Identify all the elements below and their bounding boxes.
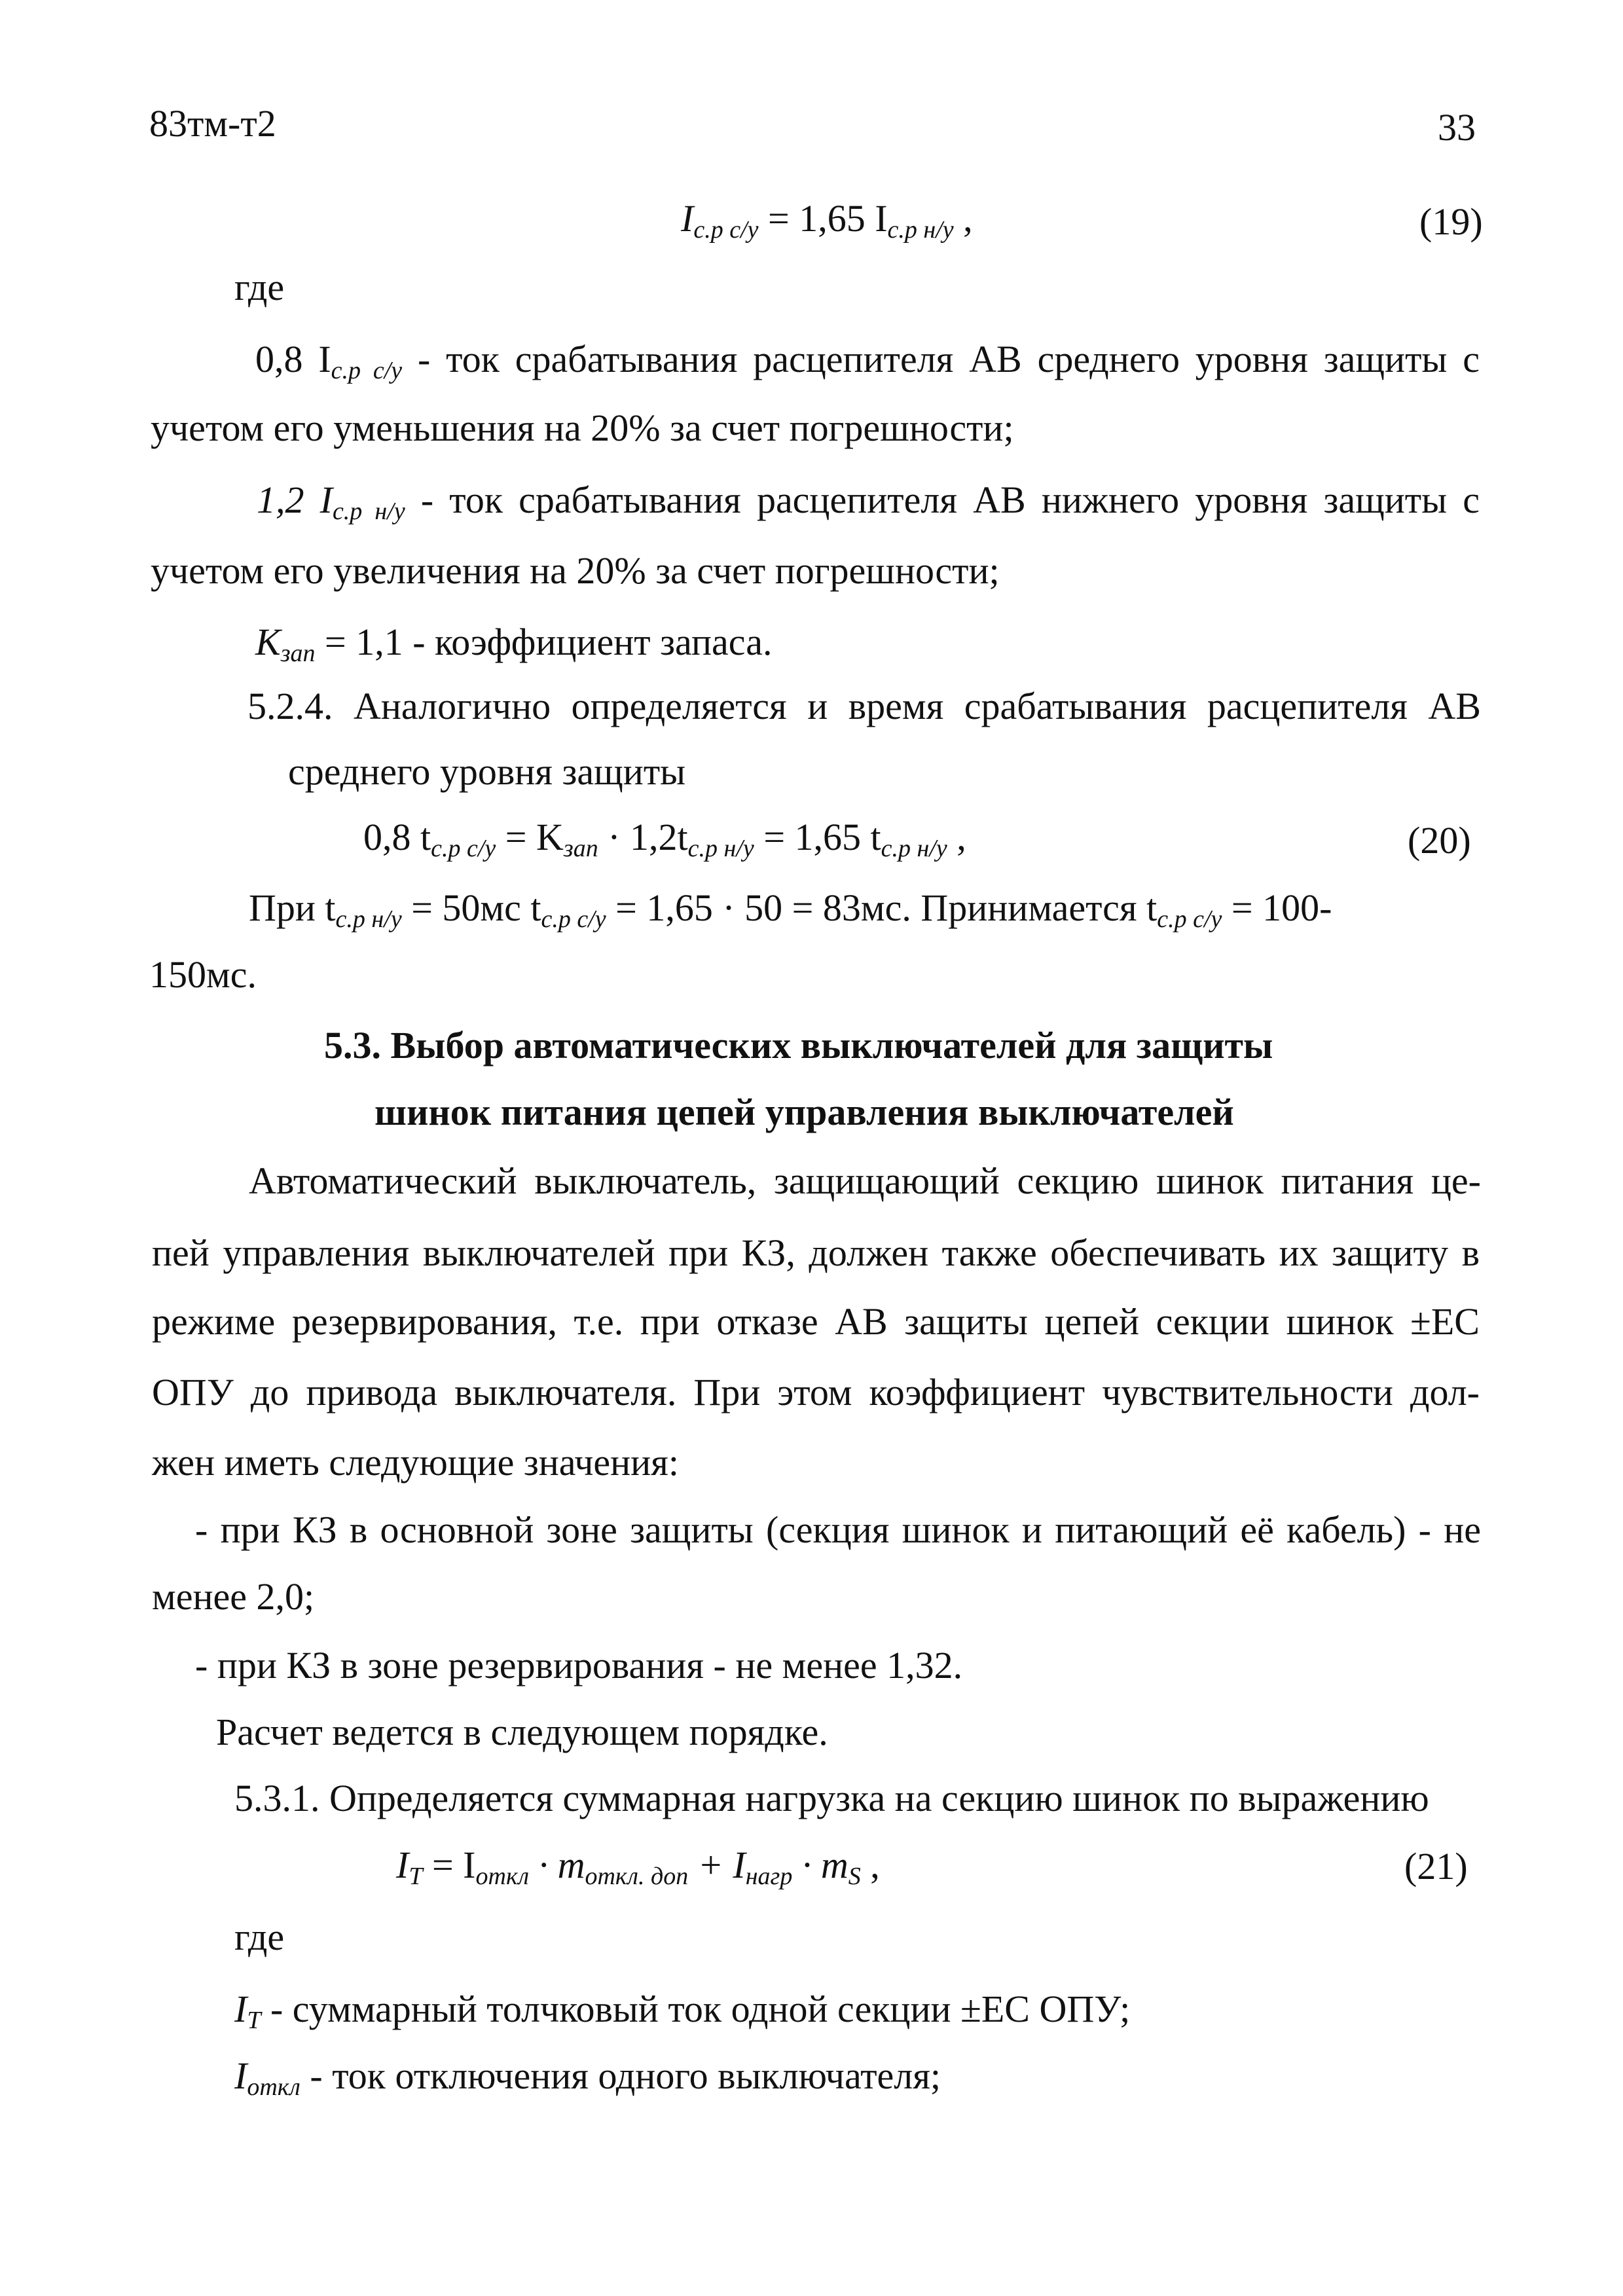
body-line-1: Автоматический выключатель, защищающий секцию шинок питания це- <box>249 1159 1481 1202</box>
definition-iotkl: $I_{откл}$ - ток отключения одного выключателя; <box>234 2054 941 2101</box>
equation-number-19: (19) <box>1419 200 1483 243</box>
document-code: 83тм-т2 <box>149 102 276 145</box>
definition-it: $I_T$ - суммарный толчковый ток одной секции ±ЕС ОПУ; <box>234 1988 1131 2034</box>
body-line-4: ОПУ до привода выключателя. При этом коэффициент чувствительности дол- <box>152 1371 1480 1413</box>
section-title-line1: 5.3. Выбор автоматических выключателей для защиты <box>324 1024 1273 1066</box>
paragraph-5-2-4: 5.2.4. Аналогично определяется и время срабатывания расцепителя АВ <box>247 685 1481 727</box>
bullet-reserve-zone: - при КЗ в зоне резервирования - не менее 1,32. <box>195 1644 963 1686</box>
calculation-line: При $t_{с.р н/у} = 50мс$ $t_{с.р с/у} = 1,65 \cdot 50 = 83мс$. Принимается $t_{с.р с/у} = 100-$ <box>249 886 1332 933</box>
where-label-2: где <box>234 1916 285 1958</box>
definition-icp-su: 0,8 $I_{с.р с/у}$ - ток срабатывания расцепителя АВ среднего уровня защиты с <box>255 338 1480 384</box>
formula-20: 0,8 $t_{с.р с/у} = K_{зап} \cdot 1,2t_{с.р н/у} = 1,65$ $t_{с.р н/у}$ , <box>363 816 966 862</box>
definition-icp-su-cont: учетом его уменьшения на 20% за счет погрешности; <box>151 407 1014 449</box>
section-title-line2: шинок питания цепей управления выключателей <box>374 1091 1234 1133</box>
bullet-main-zone: - при КЗ в основной зоне защиты (секция шинок и питающий её кабель) - не <box>195 1508 1481 1551</box>
formula-21: $I_T = I_{откл} \cdot m_{откл. доп} + I_{нагр} \cdot m_S$ , <box>396 1844 880 1890</box>
definition-icp-nu: 1,2 $I_{с.р н/у}$ - ток срабатывания расцепителя АВ нижнего уровня защиты с <box>257 479 1480 525</box>
equation-number-20: (20) <box>1408 819 1471 862</box>
equation-number-21: (21) <box>1404 1845 1468 1887</box>
body-line-2: пей управления выключателей при КЗ, должен также обеспечивать их защиту в <box>152 1231 1480 1274</box>
where-label: где <box>234 266 285 308</box>
bullet-main-zone-cont: менее 2,0; <box>152 1575 315 1618</box>
calculation-order: Расчет ведется в следующем порядке. <box>216 1711 828 1753</box>
calculation-line-cont: 150мс. <box>149 953 257 996</box>
page-number: 33 <box>1438 106 1476 149</box>
formula-19: $I_{с.р с/у} = 1,65$ $I_{с.р н/у}$ , <box>681 197 973 244</box>
definition-kzap: $K_{зап} = 1,1$ - коэффициент запаса. <box>255 621 773 667</box>
definition-icp-nu-cont: учетом его увеличения на 20% за счет погрешности; <box>151 549 1000 592</box>
paragraph-5-3-1: 5.3.1. Определяется суммарная нагрузка на секцию шинок по выражению <box>234 1777 1429 1819</box>
body-line-3: режиме резервирования, т.е. при отказе АВ защиты цепей секции шинок ±ЕС <box>152 1300 1480 1343</box>
paragraph-5-2-4-cont: среднего уровня защиты <box>288 750 686 793</box>
body-line-5: жен иметь следующие значения: <box>152 1441 679 1484</box>
